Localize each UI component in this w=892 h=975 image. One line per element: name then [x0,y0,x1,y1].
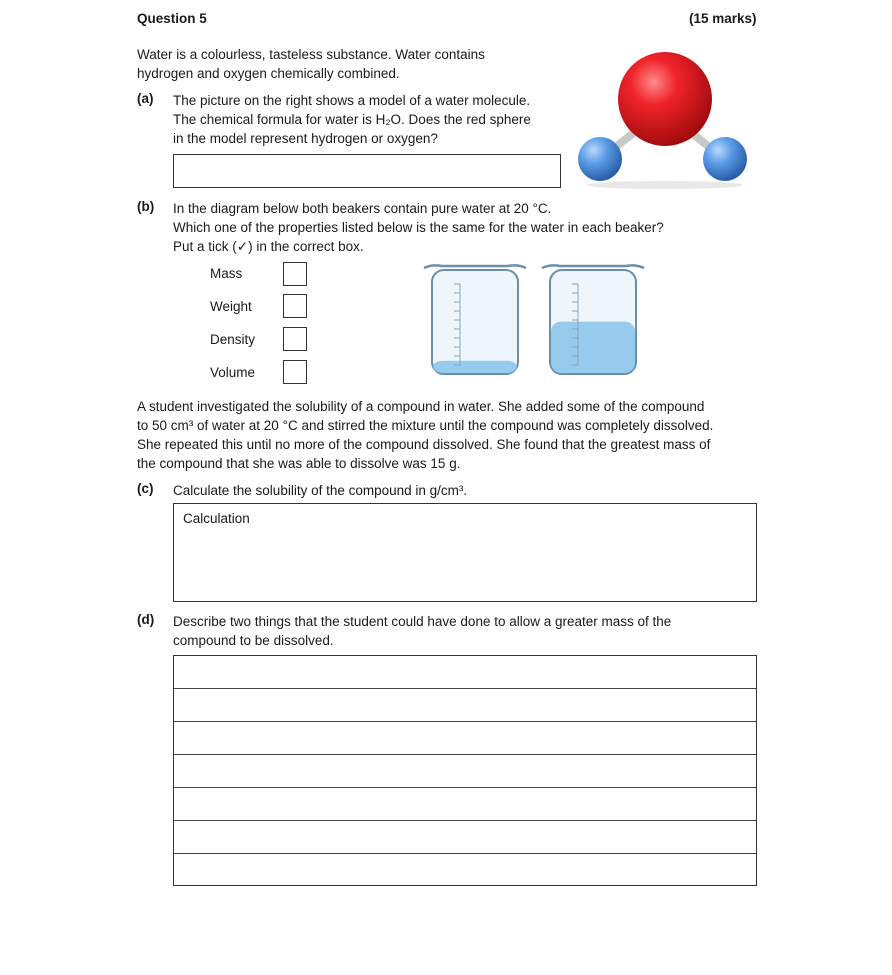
part-a-text [173,91,531,148]
student-line-3: She repeated this until no more of the compound dissolved. She found that the greatest mass of [137,437,711,452]
answer-line-2[interactable] [174,689,756,722]
part-d-line-1: Describe two things that the student could have done to allow a greater mass of the [173,614,672,629]
part-b-line-1: In the diagram below both beakers contain pure water at 20 °C. [173,201,552,216]
part-d-answer-box[interactable] [173,655,757,886]
student-line-1: A student investigated the solubility of a compound in water. She added some of the compound [137,399,705,414]
question-marks: (15 marks) [689,11,757,26]
option-mass-checkbox[interactable] [283,262,307,286]
option-volume-label: Volume [210,365,256,380]
beaker-1-water [433,361,517,373]
part-d-line-2: compound to be dissolved. [173,633,334,648]
part-b-line-3: Put a tick (✓) in the correct box. [173,239,364,254]
part-c-label: (c) [137,481,154,496]
option-weight-label: Weight [210,299,252,314]
option-mass-label: Mass [210,266,243,281]
student-line-2: to 50 cm³ of water at 20 °C and stirred the mixture until the compound was completely dissolved. [137,418,714,433]
answer-line-3[interactable] [174,722,756,755]
part-a-label: (a) [137,91,154,106]
beakers-diagram [418,258,646,384]
beaker-2-water [551,322,635,373]
part-a-answer-text [174,155,560,171]
answer-line-7[interactable] [174,854,756,887]
part-b-text [173,199,664,256]
part-a-line-2: The chemical formula for water is H₂O. Does the red sphere [173,112,531,127]
calculation-box[interactable] [173,503,757,602]
option-density-label: Density [210,332,256,347]
student-paragraph [137,397,713,473]
water-molecule-model [570,52,755,192]
intro-text [137,45,485,83]
oxygen-sphere [618,52,712,146]
question-title: Question 5 [137,11,207,26]
part-a-answer-box[interactable] [173,154,561,188]
calculation-label: Calculation [183,511,250,526]
hydrogen-sphere-left [578,137,622,181]
student-line-4: the compound that she was able to dissolve was 15 g. [137,456,461,471]
part-b-label: (b) [137,199,155,214]
beaker-1-rim [424,265,526,268]
beaker-2 [542,265,644,374]
option-volume-checkbox[interactable] [283,360,307,384]
beaker-1 [424,265,526,374]
part-a-line-3: in the model represent hydrogen or oxygen? [173,131,438,146]
answer-line-6[interactable] [174,821,756,854]
part-b-line-2: Which one of the properties listed below is the same for the water in each beaker? [173,220,664,235]
part-d-text [173,612,671,650]
part-c-text: Calculate the solubility of the compound in g/cm³. [173,483,468,498]
intro-line-2: hydrogen and oxygen chemically combined. [137,66,400,81]
answer-line-5[interactable] [174,788,756,821]
part-d-label: (d) [137,612,155,627]
answer-line-1[interactable] [174,656,756,689]
beaker-2-rim [542,265,644,268]
intro-line-1: Water is a colourless, tasteless substance. Water contains [137,47,485,62]
option-weight-checkbox[interactable] [283,294,307,318]
hydrogen-sphere-right [703,137,747,181]
answer-line-4[interactable] [174,755,756,788]
molecule-shadow [587,181,743,189]
option-density-checkbox[interactable] [283,327,307,351]
part-a-line-1: The picture on the right shows a model of a water molecule. [173,93,531,108]
